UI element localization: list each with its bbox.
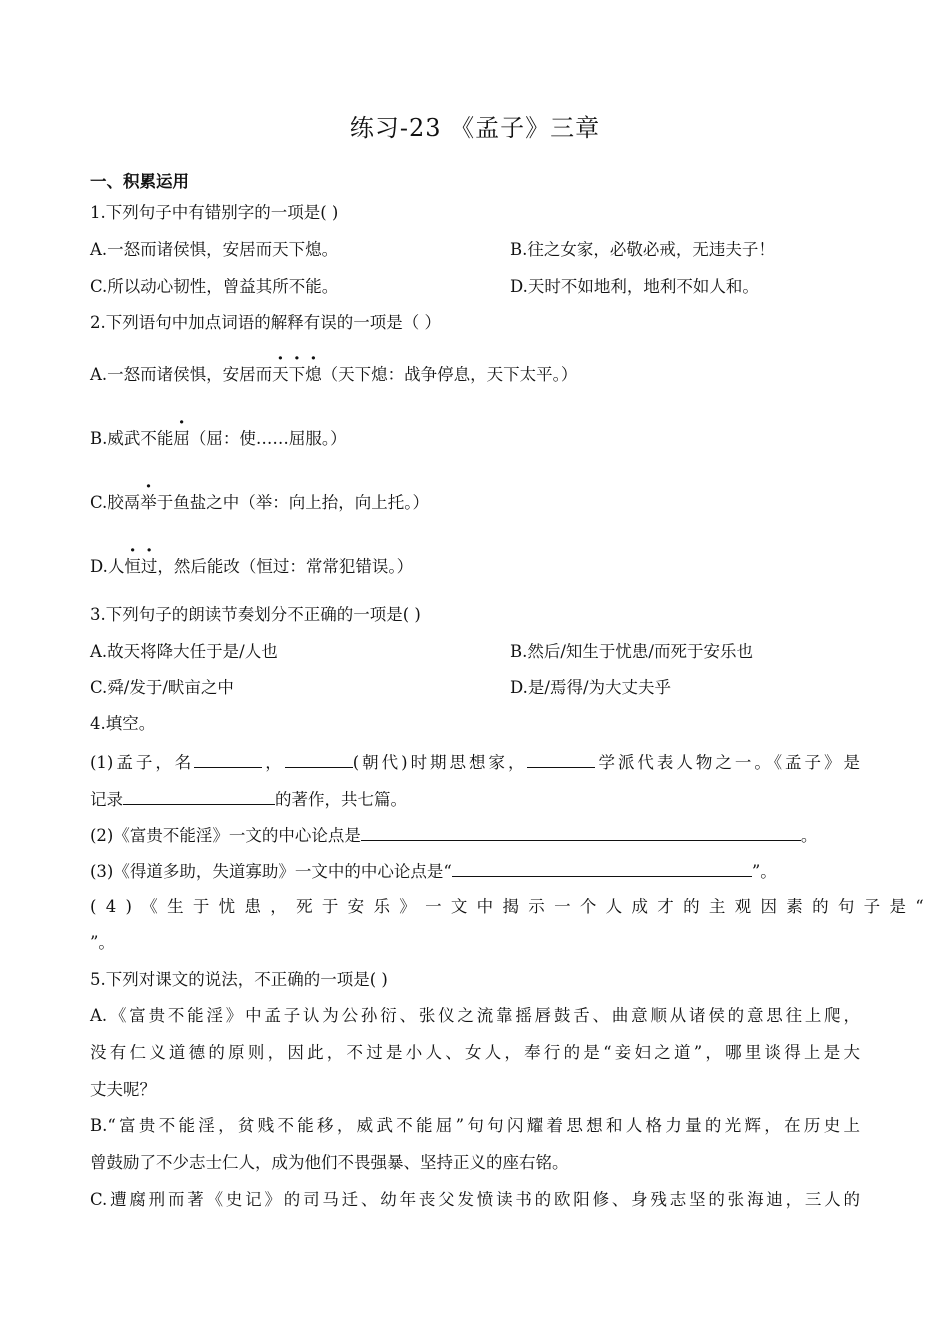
- question-2-stem: 2.下列语句中加点词语的解释有误的一项是（ ）: [90, 313, 441, 332]
- question-5-option-a-line3: 丈夫呢？: [90, 1080, 156, 1099]
- answer-blank[interactable]: [123, 787, 275, 805]
- question-4-item-3: (3)《得道多助，失道寡助》一文中的中心论点是“ ”。: [90, 859, 777, 883]
- question-5-option-a-line2: 没有仁义道德的原则，因此，不过是小人、女人，奉行的是“妾妇之道”，哪里谈得上是大: [90, 1043, 860, 1062]
- question-4-item-4: (4)《生于忧患，死于安乐》一文中揭示一个人成才的主观因素的句子是“: [90, 897, 934, 916]
- question-3-option-d: D.是/焉得/为大丈夫乎: [510, 678, 672, 697]
- question-3-stem: 3.下列句子的朗读节奏划分不正确的一项是( ): [90, 605, 421, 624]
- question-2-option-c: C.胶鬲举于鱼盐之中（举：向上抬，向上托。）: [90, 493, 430, 512]
- dotted-char: 恒: [124, 557, 141, 576]
- question-1-option-c: C.所以动心韧性，曾益其所不能。: [90, 277, 339, 296]
- question-2-option-d: D.人恒过，然后能改（恒过：常常犯错误。）: [90, 557, 414, 576]
- question-3-option-b: B.然后/知生于忧患/而死于安乐也: [510, 642, 753, 661]
- question-2-option-a: A.一怒而诸侯惧，安居而天下熄（天下熄：战争停息，天下太平。）: [90, 365, 578, 384]
- question-1-stem: 1.下列句子中有错别字的一项是( ): [90, 203, 339, 222]
- question-1-option-a: A.一怒而诸侯惧，安居而天下熄。: [90, 240, 339, 259]
- dotted-char: 过: [140, 557, 158, 576]
- question-4-item-1: (1)孟子，名 ， (朝代)时期思想家， 学派代表人物之一。《孟子》是: [90, 750, 860, 774]
- question-4-stem: 4.填空。: [90, 714, 156, 733]
- question-5-option-a-line1: A.《富贵不能淫》中孟子认为公孙衍、张仪之流靠摇唇鼓舌、曲意顺从诸侯的意思往上爬，: [90, 1006, 860, 1025]
- answer-blank[interactable]: [361, 823, 801, 841]
- question-2-option-b: B.威武不能屈（屈：使……屈服。）: [90, 429, 347, 448]
- dotted-char: 屈: [173, 429, 190, 448]
- question-5-stem: 5.下列对课文的说法，不正确的一项是( ): [90, 970, 388, 989]
- question-4-item-1-cont: 记录 的著作，共七篇。: [90, 787, 407, 811]
- question-3-option-c: C.舜/发于/畎亩之中: [90, 678, 234, 697]
- answer-blank[interactable]: [452, 859, 752, 877]
- question-5-option-c-line1: C.遭腐刑而著《史记》的司马迁、幼年丧父发愤读书的欧阳修、身残志坚的张海迪，三人的: [90, 1190, 860, 1209]
- answer-blank[interactable]: [527, 750, 595, 768]
- question-3-option-a: A.故天将降大任于是/人也: [90, 642, 278, 661]
- question-1-option-b: B.往之女家，必敬必戒，无违夫子！: [510, 240, 775, 259]
- question-4-item-2: (2)《富贵不能淫》一文的中心论点是 。: [90, 823, 817, 847]
- question-5-option-b-line1: B.“富贵不能淫，贫贱不能移，威武不能屈”句句闪耀着思想和人格力量的光辉，在历史上: [90, 1116, 860, 1135]
- section-heading: 一、积累运用: [90, 172, 189, 191]
- answer-blank[interactable]: [285, 750, 353, 768]
- question-5-option-b-line2: 曾鼓励了不少志士仁人，成为他们不畏强暴、坚持正义的座右铭。: [90, 1153, 569, 1172]
- question-4-item-4-cont: ”。: [90, 933, 115, 952]
- dotted-char: 熄: [305, 365, 322, 384]
- dotted-char: 举: [140, 493, 157, 512]
- question-1-option-d: D.天时不如地利，地利不如人和。: [510, 277, 759, 296]
- answer-blank[interactable]: [194, 750, 262, 768]
- dotted-char: 天: [272, 365, 289, 384]
- page-title: 练习-23 《孟子》三章: [349, 114, 601, 142]
- dotted-char: 下: [288, 365, 306, 384]
